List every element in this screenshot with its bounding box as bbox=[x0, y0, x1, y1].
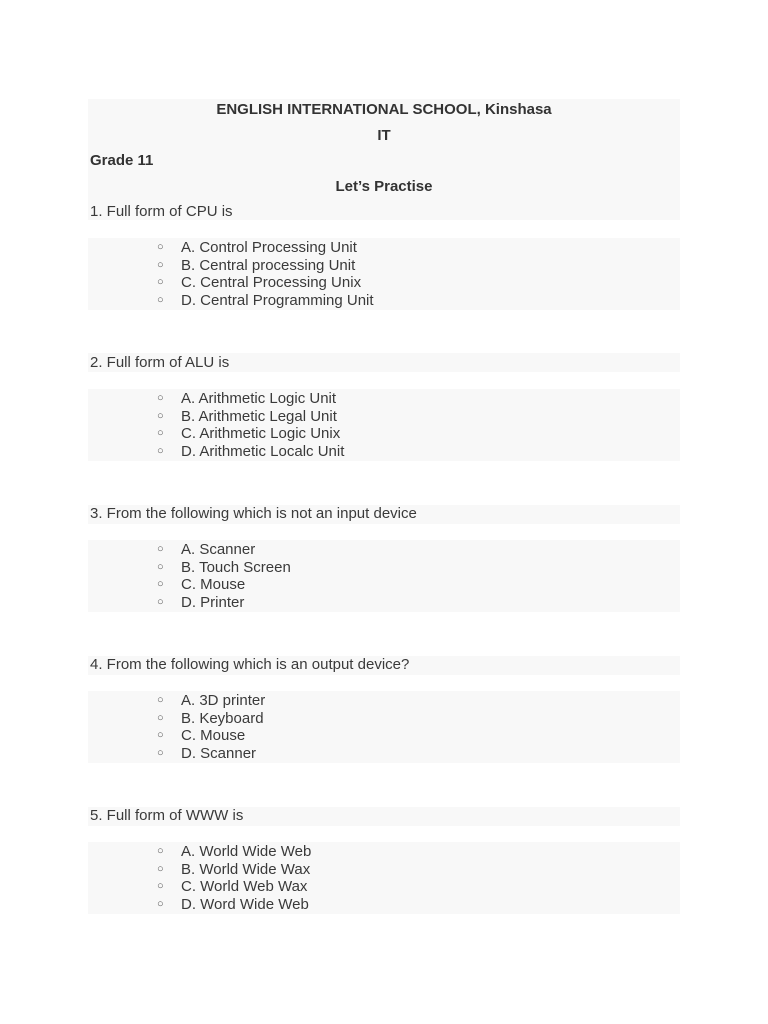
option-text: D. Word Wide Web bbox=[181, 895, 309, 913]
option-text: A. Scanner bbox=[181, 541, 256, 558]
school-title: ENGLISH INTERNATIONAL SCHOOL, Kinshasa bbox=[216, 101, 552, 118]
subject-title: IT bbox=[377, 127, 391, 144]
list-item bbox=[88, 878, 680, 896]
option-text: D. Printer bbox=[181, 593, 245, 611]
circle-bullet-icon: ○ bbox=[157, 444, 164, 457]
list-item bbox=[88, 408, 680, 426]
option-text: A. 3D printer bbox=[181, 692, 266, 709]
circle-bullet-icon: ○ bbox=[157, 729, 164, 742]
option-text: B. Arithmetic Legal Unit bbox=[181, 407, 337, 425]
question-5: 5. Full form of WWW is bbox=[90, 807, 244, 824]
circle-bullet-icon: ○ bbox=[157, 276, 164, 289]
circle-bullet-icon: ○ bbox=[157, 595, 164, 608]
circle-bullet-icon: ○ bbox=[157, 560, 164, 573]
practise-heading: Let’s Practise bbox=[335, 178, 433, 195]
option-text: B. Central processing Unit bbox=[181, 256, 356, 274]
list-item bbox=[88, 541, 680, 559]
list-item bbox=[88, 843, 680, 861]
option-text: B. World Wide Wax bbox=[181, 860, 311, 878]
circle-bullet-icon: ○ bbox=[157, 293, 164, 306]
list-item bbox=[88, 710, 680, 728]
circle-bullet-icon: ○ bbox=[157, 897, 164, 910]
option-text: D. Arithmetic Localc Unit bbox=[181, 442, 345, 460]
option-text: C. Mouse bbox=[181, 576, 246, 594]
options-list-5 bbox=[88, 843, 680, 913]
list-item bbox=[88, 692, 680, 710]
circle-bullet-icon: ○ bbox=[157, 578, 164, 591]
list-item bbox=[88, 745, 680, 763]
list-item bbox=[88, 594, 680, 612]
options-list-3 bbox=[88, 541, 680, 611]
circle-bullet-icon: ○ bbox=[157, 845, 164, 857]
circle-bullet-icon: ○ bbox=[157, 746, 164, 759]
list-item bbox=[88, 727, 680, 745]
option-text: A. Control Processing Unit bbox=[181, 239, 357, 256]
options-list-4 bbox=[88, 692, 680, 762]
option-text: B. Touch Screen bbox=[181, 558, 291, 576]
circle-bullet-icon: ○ bbox=[157, 427, 164, 440]
circle-bullet-icon: ○ bbox=[157, 862, 164, 875]
circle-bullet-icon: ○ bbox=[157, 543, 164, 555]
list-item bbox=[88, 559, 680, 577]
list-item bbox=[88, 257, 680, 275]
option-text: D. Scanner bbox=[181, 744, 257, 762]
list-item bbox=[88, 390, 680, 408]
circle-bullet-icon: ○ bbox=[157, 880, 164, 893]
list-item bbox=[88, 576, 680, 594]
option-text: B. Keyboard bbox=[181, 709, 264, 727]
circle-bullet-icon: ○ bbox=[157, 409, 164, 422]
circle-bullet-icon: ○ bbox=[157, 694, 164, 706]
option-text: C. Mouse bbox=[181, 727, 246, 745]
list-item bbox=[88, 861, 680, 879]
circle-bullet-icon: ○ bbox=[157, 258, 164, 271]
option-text: C. Arithmetic Logic Unix bbox=[181, 425, 341, 443]
question-4: 4. From the following which is an output device? bbox=[90, 656, 410, 673]
list-item bbox=[88, 239, 680, 257]
circle-bullet-icon: ○ bbox=[157, 711, 164, 724]
question-1: 1. Full form of CPU is bbox=[90, 203, 233, 220]
option-text: C. World Web Wax bbox=[181, 878, 308, 896]
grade-label: Grade 11 bbox=[90, 152, 154, 169]
question-2: 2. Full form of ALU is bbox=[90, 354, 230, 371]
option-text: D. Central Programming Unit bbox=[181, 291, 374, 309]
list-item bbox=[88, 896, 680, 914]
question-3: 3. From the following which is not an input device bbox=[90, 505, 417, 522]
option-text: A. World Wide Web bbox=[181, 843, 312, 860]
option-text: C. Central Processing Unix bbox=[181, 274, 362, 292]
list-item bbox=[88, 292, 680, 310]
list-item bbox=[88, 443, 680, 461]
list-item bbox=[88, 274, 680, 292]
option-text: A. Arithmetic Logic Unit bbox=[181, 390, 337, 407]
circle-bullet-icon: ○ bbox=[157, 241, 164, 253]
list-item bbox=[88, 425, 680, 443]
options-list-1 bbox=[88, 239, 680, 309]
circle-bullet-icon: ○ bbox=[157, 392, 164, 404]
options-list-2 bbox=[88, 390, 680, 460]
